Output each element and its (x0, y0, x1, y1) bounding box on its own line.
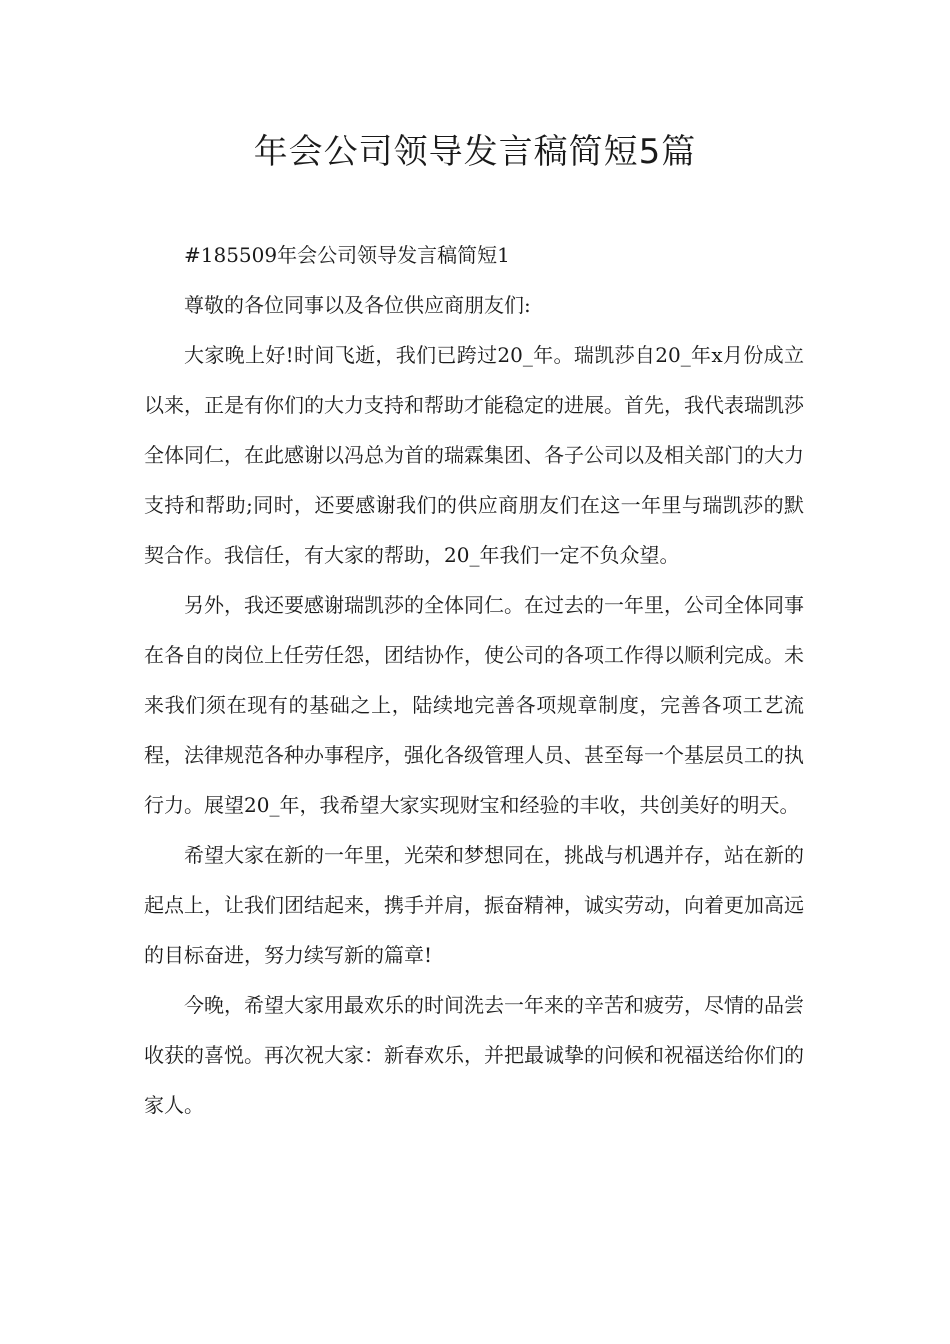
document-title: 年会公司领导发言稿简短5篇 (253, 132, 697, 172)
body-paragraph: 大家晚上好!时间飞逝，我们已跨过20_年。瑞凯莎自20_年x月份成立以来，正是有你们的大力支持和帮助才能稳定的进展。首先，我代表瑞凯莎全体同仁，在此感谢以冯总为首的瑞霖集团、各子公司以及相关部门的大力支持和帮助;同时，还要感谢我们的供应商朋友们在这一年里与瑞凯莎的默契合作。我信任，有大家的帮助，20_年我们一定不负众望。 (144, 343, 804, 567)
document-body (144, 230, 804, 1130)
body-paragraph: 希望大家在新的一年里，光荣和梦想同在，挑战与机遇并存，站在新的起点上，让我们团结起来，携手并肩，振奋精神，诚实劳动，向着更加高远的目标奋进，努力续写新的篇章! (144, 843, 804, 967)
body-paragraph: 今晚，希望大家用最欢乐的时间洗去一年来的辛苦和疲劳，尽情的品尝收获的喜悦。再次祝大家：新春欢乐，并把最诚挚的问候和祝福送给你们的家人。 (144, 993, 804, 1117)
subheading-paragraph: #185509年会公司领导发言稿简短1 (184, 243, 510, 267)
salutation-paragraph: 尊敬的各位同事以及各位供应商朋友们: (184, 293, 531, 317)
body-paragraph: 另外，我还要感谢瑞凯莎的全体同仁。在过去的一年里，公司全体同事在各自的岗位上任劳任怨，团结协作，使公司的各项工作得以顺利完成。未来我们须在现有的基础之上，陆续地完善各项规章制度，完善各项工艺流程，法律规范各种办事程序，强化各级管理人员、甚至每一个基层员工的执行力。展望20_年，我希望大家实现财宝和经验的丰收，共创美好的明天。 (144, 593, 804, 817)
